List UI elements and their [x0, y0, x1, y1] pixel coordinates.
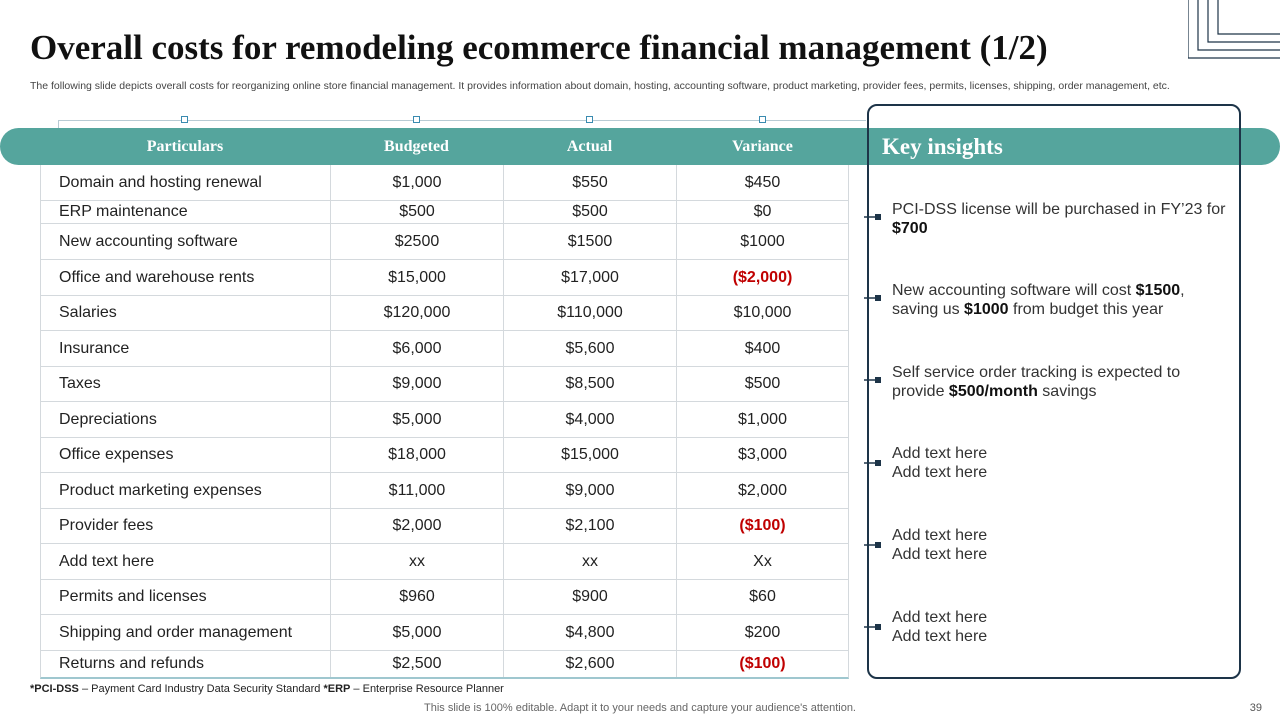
particular-cell: Office expenses — [41, 438, 331, 472]
insight-item — [892, 608, 1232, 646]
bullet-marker-icon — [864, 213, 882, 221]
particular-cell: Office and warehouse rents — [41, 260, 331, 295]
column-header-actual: Actual — [566, 138, 613, 155]
budgeted-cell: xx — [331, 544, 504, 579]
insight-item — [892, 444, 1232, 482]
budgeted-cell: $960 — [331, 580, 504, 614]
variance-cell: $60 — [749, 588, 776, 605]
insight-item — [892, 281, 1232, 319]
budgeted-cell: $9,000 — [331, 367, 504, 401]
footnote-term-pci: *PCI-DSS — [30, 683, 79, 695]
actual-cell: $550 — [504, 165, 677, 200]
table-row — [41, 580, 848, 615]
insight-text: $500/month — [948, 383, 1038, 400]
budgeted-cell: $2,500 — [331, 651, 504, 677]
particular-cell: ERP maintenance — [41, 201, 331, 223]
footnote — [30, 683, 504, 695]
variance-cell: $3,000 — [738, 446, 787, 463]
particular-cell: Returns and refunds — [41, 651, 331, 677]
variance-cell: $0 — [753, 203, 772, 220]
budgeted-cell: $1,000 — [331, 165, 504, 200]
table-row — [41, 165, 848, 201]
variance-cell: ($100) — [739, 517, 786, 534]
budgeted-cell: $120,000 — [331, 296, 504, 330]
corner-decoration — [1188, 0, 1280, 60]
particular-cell: Domain and hosting renewal — [41, 165, 331, 200]
column-header-particulars: Particulars — [146, 138, 224, 155]
actual-cell: $8,500 — [504, 367, 677, 401]
insight-item — [892, 526, 1232, 564]
insight-item — [892, 363, 1232, 401]
insights-title: Key insights — [882, 134, 1003, 159]
particular-cell: Shipping and order management — [41, 615, 331, 650]
budgeted-cell: $18,000 — [331, 438, 504, 472]
actual-cell: $17,000 — [504, 260, 677, 295]
particular-cell: Add text here — [41, 544, 331, 579]
insight-text: Self service order tracking is expected to provide — [892, 364, 1181, 400]
table-row — [41, 331, 848, 367]
column-header-variance: Variance — [732, 138, 793, 155]
table-row — [41, 615, 848, 651]
insight-line: Add text here — [892, 527, 988, 544]
table-row — [41, 260, 848, 296]
footnote-term-erp: *ERP — [323, 683, 351, 695]
connector-line — [58, 120, 866, 121]
insight-text: $700 — [892, 220, 928, 237]
table-row — [41, 367, 848, 402]
variance-cell: $500 — [744, 375, 781, 392]
budgeted-cell: $11,000 — [331, 473, 504, 508]
insight-line: Add text here — [892, 464, 988, 481]
bullet-marker-icon — [864, 376, 882, 384]
bullet-marker-icon — [864, 294, 882, 302]
variance-cell: $10,000 — [733, 304, 792, 321]
particular-cell: Taxes — [41, 367, 331, 401]
footer-note: This slide is 100% editable. Adapt it to your needs and capture your audience's attention. — [424, 702, 856, 714]
particular-cell: Salaries — [41, 296, 331, 330]
budgeted-cell: $5,000 — [331, 615, 504, 650]
insight-line: Add text here — [892, 546, 988, 563]
variance-cell: ($100) — [739, 655, 786, 672]
insight-text: savings — [1037, 383, 1097, 400]
table-row — [41, 651, 848, 677]
actual-cell: $500 — [504, 201, 677, 223]
cost-table — [40, 165, 849, 679]
actual-cell: $2,600 — [504, 651, 677, 677]
insight-text: $1000 — [964, 301, 1009, 318]
variance-cell: $450 — [744, 173, 781, 191]
variance-cell: Xx — [753, 552, 772, 570]
actual-cell: $9,000 — [504, 473, 677, 508]
budgeted-cell: $5,000 — [331, 402, 504, 437]
bullet-marker-icon — [864, 541, 882, 549]
connector-dot — [181, 116, 188, 123]
table-row — [41, 473, 848, 509]
connector-tick — [58, 120, 59, 128]
variance-cell: $2,000 — [738, 481, 787, 499]
connector-dot — [759, 116, 766, 123]
insight-line: Add text here — [892, 609, 988, 626]
budgeted-cell: $2500 — [331, 224, 504, 259]
table-row — [41, 438, 848, 473]
insight-text: PCI-DSS license will be purchased in FY’23 for — [892, 201, 1226, 218]
variance-cell: ($2,000) — [732, 268, 793, 286]
bullet-marker-icon — [864, 623, 882, 631]
insight-text: New accounting software will cost — [892, 282, 1136, 299]
footnote-def-pci: – Payment Card Industry Data Security Standard — [78, 683, 324, 695]
particular-cell: New accounting software — [41, 224, 331, 259]
connector-dot — [586, 116, 593, 123]
table-row — [41, 296, 848, 331]
table-row — [41, 201, 848, 224]
page-subtitle: The following slide depicts overall costs for reorganizing online store financial management. It provides information about domain, hosting, accounting software, product marketing, provider fees, permits, licenses, shipping, order management, etc. — [30, 80, 1170, 92]
table-row — [41, 544, 848, 580]
particular-cell: Depreciations — [41, 402, 331, 437]
actual-cell: $4,000 — [504, 402, 677, 437]
table-row — [41, 509, 848, 544]
variance-cell: $1,000 — [738, 410, 787, 428]
insight-line: Add text here — [892, 445, 988, 462]
variance-cell: $1000 — [740, 232, 785, 250]
budgeted-cell: $2,000 — [331, 509, 504, 543]
actual-cell: $15,000 — [504, 438, 677, 472]
insight-text: $1500 — [1135, 282, 1181, 299]
actual-cell: $4,800 — [504, 615, 677, 650]
insight-text: , saving us — [892, 282, 1185, 318]
budgeted-cell: $15,000 — [331, 260, 504, 295]
column-header-budgeted: Budgeted — [384, 138, 449, 155]
particular-cell: Permits and licenses — [41, 580, 331, 614]
variance-cell: $200 — [744, 623, 781, 641]
actual-cell: $2,100 — [504, 509, 677, 543]
actual-cell: $110,000 — [504, 296, 677, 330]
table-row — [41, 224, 848, 260]
footnote-def-erp: – Enterprise Resource Planner — [350, 683, 504, 695]
actual-cell: xx — [504, 544, 677, 579]
insight-item — [892, 200, 1232, 238]
page-title: Overall costs for remodeling ecommerce financial management (1/2) — [30, 28, 1048, 67]
budgeted-cell: $6,000 — [331, 331, 504, 366]
actual-cell: $900 — [504, 580, 677, 614]
particular-cell: Insurance — [41, 331, 331, 366]
variance-cell: $400 — [744, 339, 781, 357]
table-row — [41, 402, 848, 438]
insight-line: Add text here — [892, 628, 988, 645]
actual-cell: $1500 — [504, 224, 677, 259]
insight-text: from budget this year — [1008, 301, 1164, 318]
page-number: 39 — [1249, 702, 1262, 714]
actual-cell: $5,600 — [504, 331, 677, 366]
particular-cell: Provider fees — [41, 509, 331, 543]
bullet-marker-icon — [864, 459, 882, 467]
particular-cell: Product marketing expenses — [41, 473, 331, 508]
connector-dot — [413, 116, 420, 123]
budgeted-cell: $500 — [331, 201, 504, 223]
